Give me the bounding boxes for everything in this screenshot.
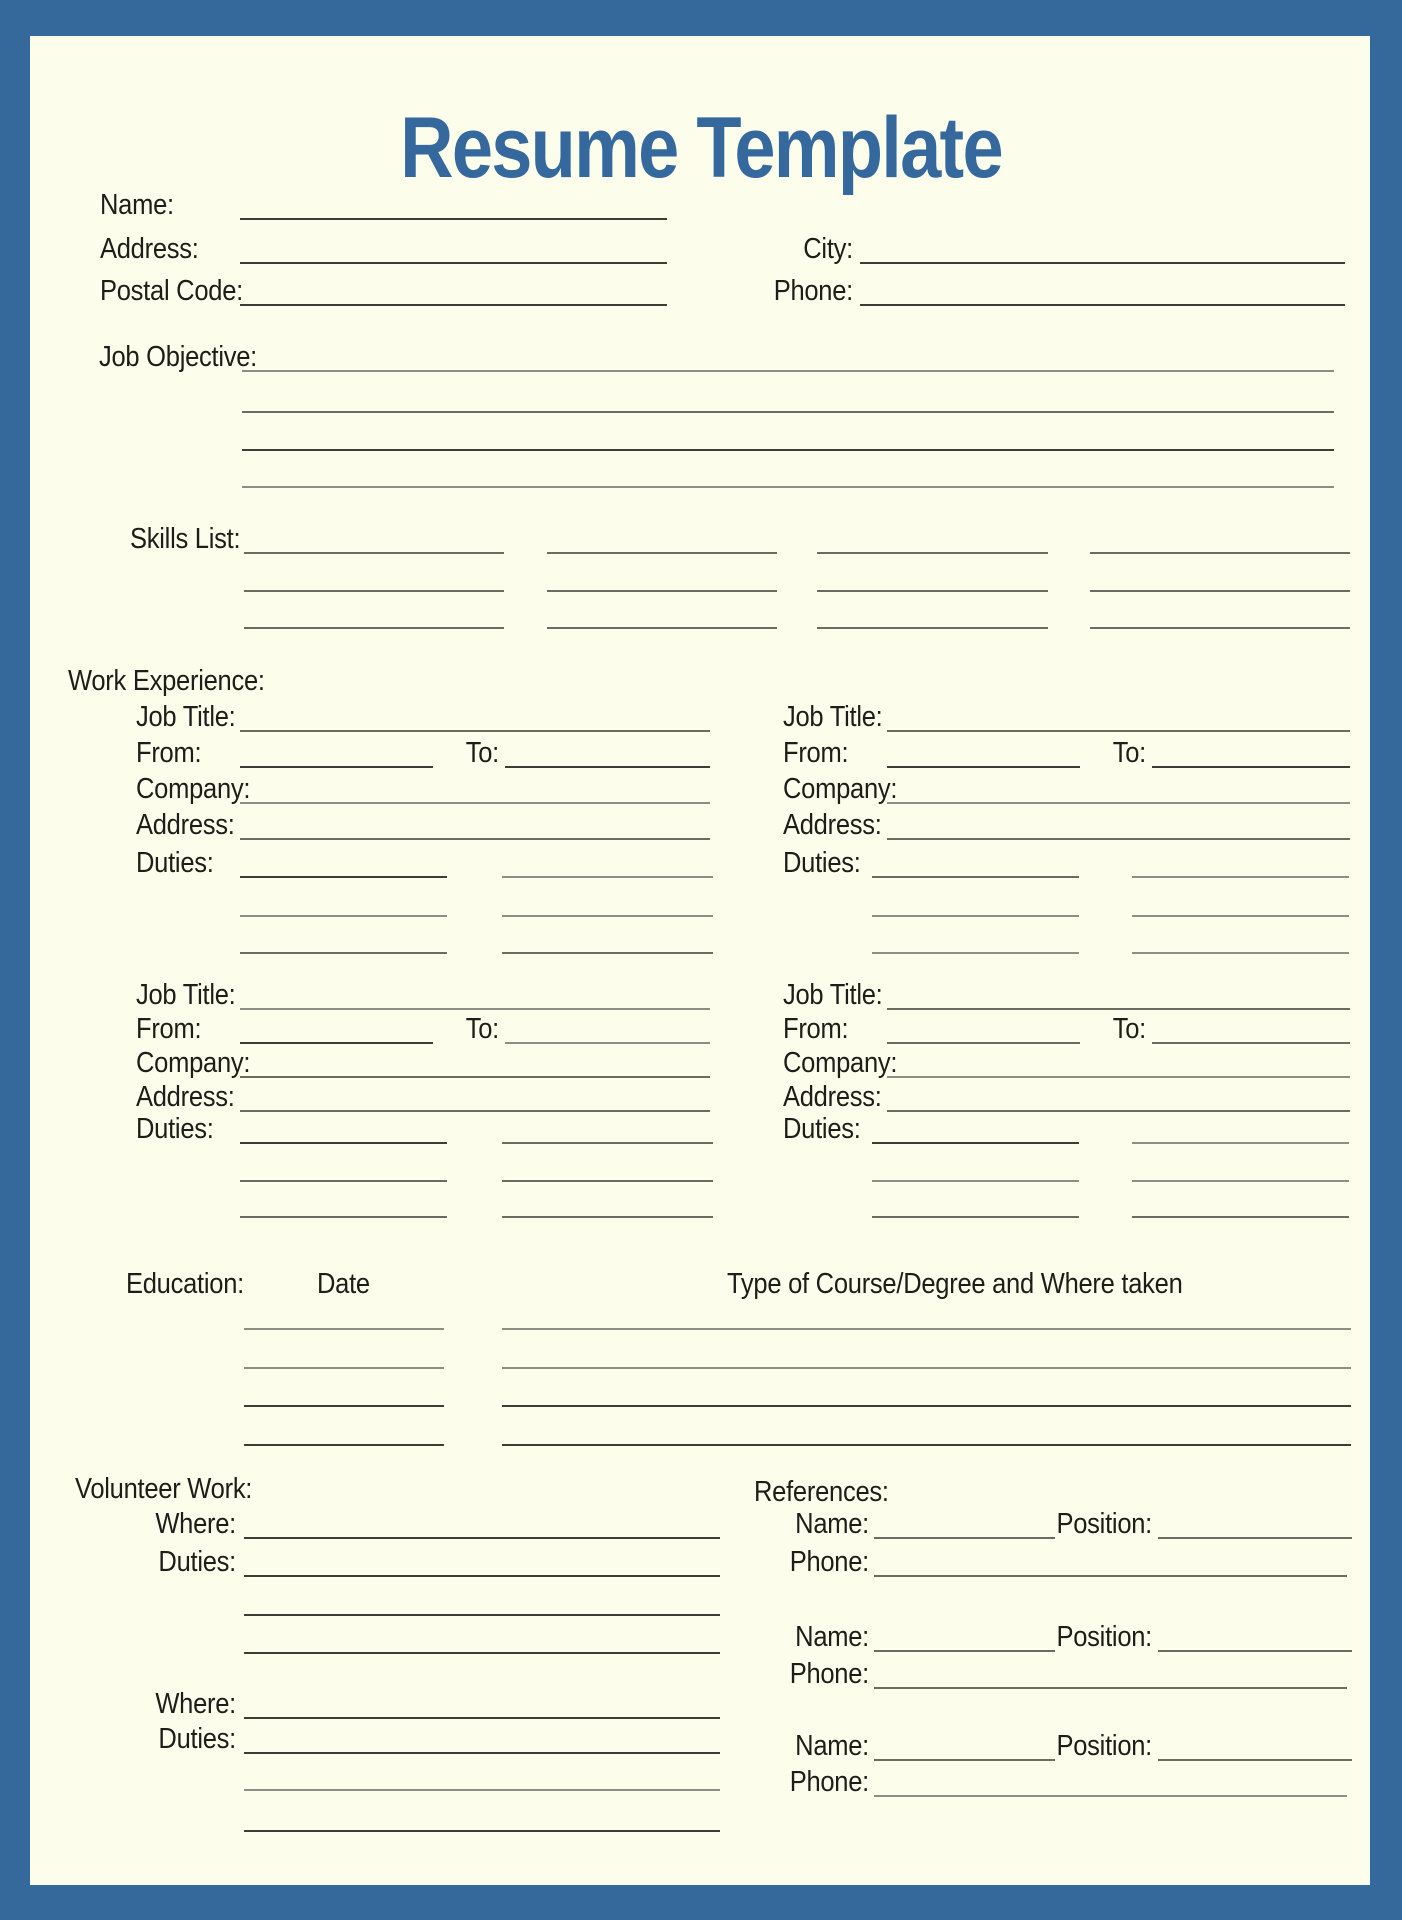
duties-line: [502, 915, 713, 917]
education-label: Education:: [126, 1268, 244, 1300]
education-course-line: [502, 1328, 1351, 1330]
company-label: Company:: [783, 1047, 898, 1079]
duties-line: [502, 876, 713, 878]
company-label: Company:: [783, 773, 898, 805]
company-address-label: Address:: [783, 1081, 882, 1113]
from-label: From:: [136, 1013, 202, 1045]
company-address-label: Address:: [783, 809, 882, 841]
reference-phone-label: Phone:: [789, 1546, 869, 1578]
reference-position-line: [1158, 1650, 1352, 1652]
postal-code-line: [240, 304, 667, 306]
reference-phone-label: Phone:: [789, 1658, 869, 1690]
objective-line: [242, 370, 1334, 372]
job-title-label: Job Title:: [783, 979, 883, 1011]
from-line: [887, 1042, 1080, 1044]
skills-list-label: Skills List:: [130, 523, 241, 555]
duties-label: Duties:: [783, 1113, 861, 1145]
skills-line: [1090, 590, 1350, 592]
where-line: [244, 1537, 720, 1539]
duties-line: [872, 1142, 1079, 1144]
volunteer-duties-label: Duties:: [158, 1723, 236, 1755]
company-line: [887, 802, 1350, 804]
skills-line: [817, 627, 1048, 629]
job-title-line: [240, 1008, 710, 1010]
skills-line: [547, 552, 777, 554]
duties-line: [240, 1216, 447, 1218]
objective-line: [242, 486, 1334, 488]
skills-line: [244, 627, 504, 629]
duties-label: Duties:: [136, 847, 214, 879]
reference-position-label: Position:: [1056, 1508, 1152, 1540]
job-title-label: Job Title:: [783, 701, 883, 733]
from-label: From:: [136, 737, 202, 769]
duties-line: [240, 1142, 447, 1144]
reference-name-label: Name:: [795, 1621, 869, 1653]
to-label: To:: [1112, 737, 1146, 769]
where-label: Where:: [155, 1688, 236, 1720]
phone-line: [860, 304, 1345, 306]
from-label: From:: [783, 737, 849, 769]
reference-position-line: [1158, 1759, 1352, 1761]
page-title: Resume Template: [400, 99, 1002, 196]
reference-name-label: Name:: [795, 1508, 869, 1540]
reference-phone-label: Phone:: [789, 1766, 869, 1798]
from-label: From:: [783, 1013, 849, 1045]
education-date-line: [244, 1444, 444, 1446]
duties-line: [872, 1180, 1079, 1182]
job-title-line: [887, 1008, 1350, 1010]
from-line: [240, 1042, 433, 1044]
company-address-line: [887, 838, 1350, 840]
duties-line: [240, 1180, 447, 1182]
reference-name-label: Name:: [795, 1730, 869, 1762]
volunteer-duties-line: [244, 1575, 720, 1577]
education-date-line: [244, 1405, 444, 1407]
company-label: Company:: [136, 1047, 251, 1079]
work-experience-label: Work Experience:: [68, 665, 265, 697]
duties-line: [502, 1216, 713, 1218]
volunteer-duties-line: [244, 1652, 720, 1654]
volunteer-duties-line: [244, 1789, 720, 1791]
where-line: [244, 1717, 720, 1719]
volunteer-work-label: Volunteer Work:: [75, 1473, 253, 1505]
reference-phone-line: [874, 1575, 1347, 1577]
where-label: Where:: [155, 1508, 236, 1540]
job-title-line: [240, 730, 710, 732]
duties-line: [502, 1180, 713, 1182]
job-objective-label: Job Objective:: [99, 341, 258, 373]
to-line: [1152, 1042, 1350, 1044]
reference-name-line: [874, 1537, 1055, 1539]
company-line: [240, 1076, 710, 1078]
to-label: To:: [1112, 1013, 1146, 1045]
to-line: [1152, 766, 1350, 768]
duties-line: [1132, 1142, 1349, 1144]
name-line: [240, 218, 667, 220]
reference-name-line: [874, 1650, 1055, 1652]
volunteer-duties-label: Duties:: [158, 1546, 236, 1578]
duties-line: [1132, 952, 1349, 954]
company-address-line: [240, 1110, 710, 1112]
name-label: Name:: [100, 189, 174, 221]
reference-phone-line: [874, 1795, 1347, 1797]
address-line: [240, 262, 667, 264]
duties-line: [872, 952, 1079, 954]
to-line: [505, 1042, 710, 1044]
duties-line: [872, 876, 1079, 878]
duties-line: [502, 952, 713, 954]
company-line: [240, 802, 710, 804]
duties-line: [502, 1142, 713, 1144]
to-label: To:: [465, 737, 499, 769]
objective-line: [242, 411, 1334, 413]
duties-line: [240, 876, 447, 878]
duties-line: [1132, 1180, 1349, 1182]
job-title-label: Job Title:: [136, 979, 236, 1011]
duties-line: [240, 952, 447, 954]
postal-code-label: Postal Code:: [100, 275, 243, 307]
education-date-line: [244, 1367, 444, 1369]
to-line: [505, 766, 710, 768]
city-line: [860, 262, 1345, 264]
reference-position-line: [1158, 1537, 1352, 1539]
duties-line: [1132, 876, 1349, 878]
to-label: To:: [465, 1013, 499, 1045]
company-address-line: [887, 1110, 1350, 1112]
skills-line: [1090, 552, 1350, 554]
references-label: References:: [754, 1476, 889, 1508]
skills-line: [547, 590, 777, 592]
duties-label: Duties:: [136, 1113, 214, 1145]
reference-position-label: Position:: [1056, 1621, 1152, 1653]
skills-line: [817, 552, 1048, 554]
education-course-header: Type of Course/Degree and Where taken: [727, 1268, 1183, 1300]
reference-position-label: Position:: [1056, 1730, 1152, 1762]
skills-line: [1090, 627, 1350, 629]
volunteer-duties-line: [244, 1830, 720, 1832]
duties-line: [872, 915, 1079, 917]
education-course-line: [502, 1367, 1351, 1369]
education-course-line: [502, 1405, 1351, 1407]
company-address-label: Address:: [136, 1081, 235, 1113]
skills-line: [244, 552, 504, 554]
volunteer-duties-line: [244, 1614, 720, 1616]
company-address-label: Address:: [136, 809, 235, 841]
phone-label: Phone:: [773, 275, 853, 307]
duties-label: Duties:: [783, 847, 861, 879]
paper-background: [30, 36, 1370, 1885]
company-line: [887, 1076, 1350, 1078]
reference-phone-line: [874, 1687, 1347, 1689]
from-line: [240, 766, 433, 768]
reference-name-line: [874, 1759, 1055, 1761]
skills-line: [817, 590, 1048, 592]
job-title-label: Job Title:: [136, 701, 236, 733]
from-line: [887, 766, 1080, 768]
skills-line: [244, 590, 504, 592]
company-label: Company:: [136, 773, 251, 805]
job-title-line: [887, 730, 1350, 732]
skills-line: [547, 627, 777, 629]
duties-line: [872, 1216, 1079, 1218]
education-course-line: [502, 1444, 1351, 1446]
duties-line: [240, 915, 447, 917]
duties-line: [1132, 915, 1349, 917]
objective-line: [242, 449, 1334, 451]
education-date-header: Date: [317, 1268, 370, 1300]
duties-line: [1132, 1216, 1349, 1218]
address-label: Address:: [100, 233, 199, 265]
volunteer-duties-line: [244, 1752, 720, 1754]
company-address-line: [240, 838, 710, 840]
education-date-line: [244, 1328, 444, 1330]
city-label: City:: [803, 233, 853, 265]
